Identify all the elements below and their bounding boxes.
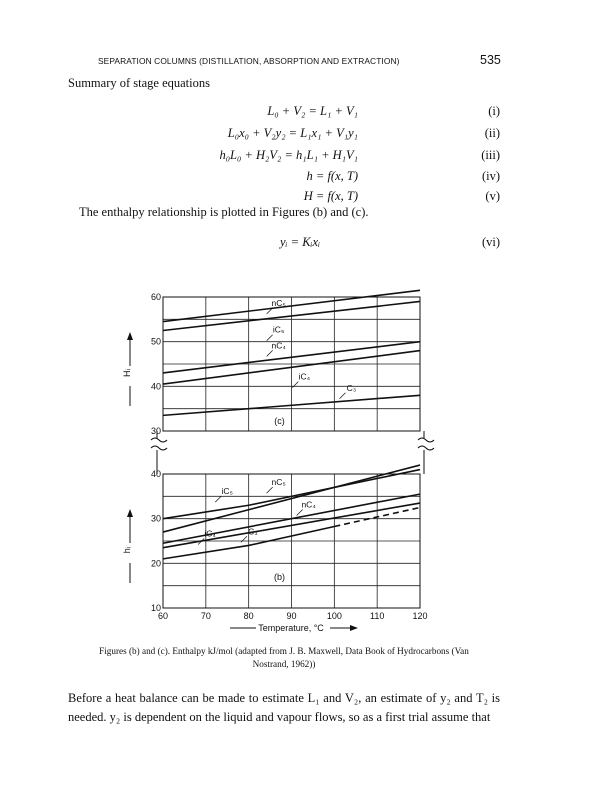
axis-break-right: [418, 438, 434, 442]
series-label-c-2: nC₄: [271, 340, 286, 351]
series-label-b-3: iC₄: [204, 528, 216, 539]
equation-iv: h = f(x, T): [306, 169, 358, 183]
figure-caption: [68, 645, 500, 671]
equation-ii: L₀x₀ + V₂y₂ = L₁x₁ + V₁y₁: [227, 126, 358, 140]
equation-vi-tag: (vi): [481, 235, 500, 249]
x-tick-label-b: 90: [286, 611, 297, 621]
x-tick-label-b: 70: [200, 611, 211, 621]
y-tick-label-b: 20: [150, 558, 161, 569]
series-label-b-1: iC₅: [221, 486, 233, 497]
equation-i-tag: (i): [488, 104, 500, 118]
y-axis-label-c: Hᵢ: [122, 369, 132, 377]
equation-v-tag: (v): [485, 189, 500, 203]
axis-break-left: [151, 446, 167, 450]
label-leader-b: [215, 496, 221, 502]
panel-label-c: (c): [274, 416, 285, 426]
enthalpy-text: The enthalpy relationship is plotted in Figures (b) and (c).: [79, 205, 369, 219]
caption-line-2: Nostrand, 1962)): [252, 659, 316, 669]
series-label-b-2: nC₄: [301, 499, 316, 510]
section-heading: Summary of stage equations: [68, 76, 210, 90]
x-tick-label-b: 120: [412, 611, 428, 621]
ylabel-arrowhead-b: [127, 509, 133, 517]
series-label-c-3: iC₄: [298, 371, 311, 382]
series-label-c-1: iC₅: [272, 324, 285, 335]
equation-vi: yᵢ = Kᵢxᵢ: [280, 235, 321, 249]
x-tick-label-b: 80: [243, 611, 254, 621]
y-tick-label-c: 30: [150, 426, 161, 436]
body-paragraph: Before a heat balance can be made to estimate L₁ and V₂, an estimate of y₂ and T₂ is needed. y₂ is dependent on the liquid and vapour flows, so as a first trial assume that: [68, 691, 500, 724]
x-axis-label: Temperature, °C: [258, 623, 324, 633]
y-tick-label-b: 40: [150, 469, 161, 479]
series-label-b-0: nC₅: [271, 477, 286, 488]
label-leader-b: [267, 487, 273, 493]
label-leader-c: [339, 393, 345, 399]
series-label-c-0: nC₅: [271, 297, 286, 308]
series-label-c-4: C₃: [346, 382, 357, 393]
equation-v: H = f(x, T): [303, 189, 358, 203]
x-axis-arrowhead: [350, 625, 358, 631]
equation-i: L₀ + V₂ = L₁ + V₁: [267, 104, 358, 118]
equation-ii-tag: (ii): [484, 126, 500, 140]
panel-label-b: (b): [274, 572, 285, 582]
ylabel-arrowhead-c: [127, 332, 133, 340]
y-tick-label-c: 40: [150, 381, 161, 392]
equation-iii-tag: (iii): [481, 148, 500, 162]
label-leader-c: [267, 350, 273, 356]
y-tick-label-b: 10: [150, 603, 161, 613]
axis-break-left: [151, 438, 167, 442]
equation-iii: h₀L₀ + H₂V₂ = h₁L₁ + H₁V₁: [219, 148, 358, 162]
y-tick-label-c: 60: [150, 292, 161, 302]
y-tick-label-b: 30: [150, 513, 161, 524]
axis-break-right: [418, 446, 434, 450]
y-tick-label-c: 50: [150, 336, 161, 347]
page-number: 535: [480, 53, 501, 67]
series-label-b-4: C₃: [248, 526, 258, 537]
running-head: SEPARATION COLUMNS (DISTILLATION, ABSORPTION AND EXTRACTION): [98, 56, 400, 66]
x-tick-label-b: 60: [157, 611, 169, 621]
caption-line-1: Figures (b) and (c). Enthalpy kJ/mol (adapted from J. B. Maxwell, Data Book of Hydrocarbons (Van: [99, 646, 469, 656]
label-leader-b: [297, 510, 303, 516]
x-tick-label-b: 110: [369, 611, 385, 621]
x-tick-label-b: 100: [326, 611, 342, 621]
y-axis-label-b: hᵢ: [122, 546, 132, 554]
equation-iv-tag: (iv): [481, 169, 500, 183]
